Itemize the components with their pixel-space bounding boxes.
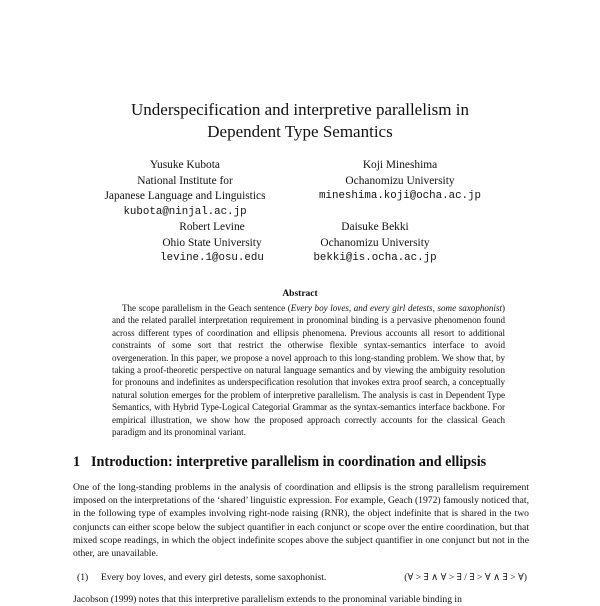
example-1 bbox=[73, 572, 529, 583]
author-email: mineshima.koji@ocha.ac.jp bbox=[319, 190, 481, 202]
author-affiliation: Ochanomizu University bbox=[345, 174, 455, 187]
section-number: 1 bbox=[73, 454, 81, 470]
example-number: (1) bbox=[77, 572, 89, 583]
author-block-bekki bbox=[270, 220, 480, 267]
author-email: kubota@ninjal.ac.jp bbox=[123, 205, 247, 218]
author-affiliation: National Institute for bbox=[137, 174, 233, 187]
author-name: Yusuke Kubota bbox=[150, 159, 220, 171]
author-affiliation: Japanese Language and Linguistics bbox=[104, 190, 266, 202]
author-name: Koji Mineshima bbox=[362, 159, 438, 171]
paragraph-text: One of the long-standing problems in the analysis of coordination and ellipsis is the strong parallelism requirement imposed on the interpretations of the ‘shared’ linguistic expression. For example, Geach (1972) famously noticed that, in the following type of examples involving right-node raising (RNR), the object indefinite that is shared in the two conjuncts can either scope below the subject quantifier in each conjunct or scope over the entire coordination, but that mixed scope readings, in which the object indefinite scopes above the subject quantifier in one conjunct but not in the other, are unavailable. bbox=[73, 482, 529, 560]
title-line-2: Dependent Type Semantics bbox=[207, 122, 393, 141]
paper-title bbox=[0, 99, 600, 143]
section-title: Introduction: interpretive parallelism in coordination and ellipsis bbox=[91, 454, 487, 470]
abstract-rest: ) and the related parallel interpretation requirement in pronominal binding is a pervasive phenomenon found across different types of coordination and ellipsis phenomena. Previous accounts all resort to additional constraints of some sort that restrict the otherwise flexible syntax-semantics interface to avoid overgeneration. In this paper, we propose a novel approach to this long-standing problem. We show that, by taking a proof-theoretic perspective on natural language semantics and by viewing the ambiguity resolution for pronouns and indefinites as underspecification resolution that invokes extra proof search, a conceptually natural solution emerges for the problem of interpretive parallelism. The analysis is cast in Dependent Type Semantics, with Hybrid Type-Logical Categorial Grammar as the syntax-semantics interface backbone. For empirical illustration, we show how the proposed approach correctly accounts for the classical Geach paradigm and its pronominal variant. bbox=[112, 303, 505, 438]
abstract-example-sentence: Every boy loves, and every girl detests, some saxophonist bbox=[290, 303, 502, 313]
abstract-heading: Abstract bbox=[282, 289, 318, 299]
author-affiliation: Ohio State University bbox=[162, 236, 262, 249]
scope-formula: (∀ > ∃ ∧ ∀ > ∃ / ∃ > ∀ ∧ ∃ > ∀) bbox=[404, 572, 527, 583]
intro-paragraph-1 bbox=[73, 481, 529, 560]
example-sentence: Every boy loves, and every girl detests, some saxophonist. bbox=[101, 572, 327, 583]
abstract-lead: The scope parallelism in the Geach sentence ( bbox=[122, 303, 291, 313]
author-name: Daisuke Bekki bbox=[341, 221, 409, 233]
author-email: bekki@is.ocha.ac.jp bbox=[313, 252, 437, 264]
abstract-paragraph bbox=[112, 302, 505, 438]
section-heading bbox=[73, 454, 486, 471]
abstract-body bbox=[112, 302, 505, 438]
title-line-1: Underspecification and interpretive parallelism in bbox=[131, 100, 469, 119]
author-name: Robert Levine bbox=[179, 221, 245, 233]
author-block-mineshima bbox=[290, 158, 510, 205]
intro-paragraph-2-partial: Jacobson (1999) notes that this interpretive parallelism extends to the pronominal variable binding in bbox=[73, 594, 462, 605]
author-email: levine.1@osu.edu bbox=[160, 252, 264, 264]
author-affiliation: Ochanomizu University bbox=[320, 236, 430, 249]
author-block-kubota bbox=[85, 158, 285, 220]
